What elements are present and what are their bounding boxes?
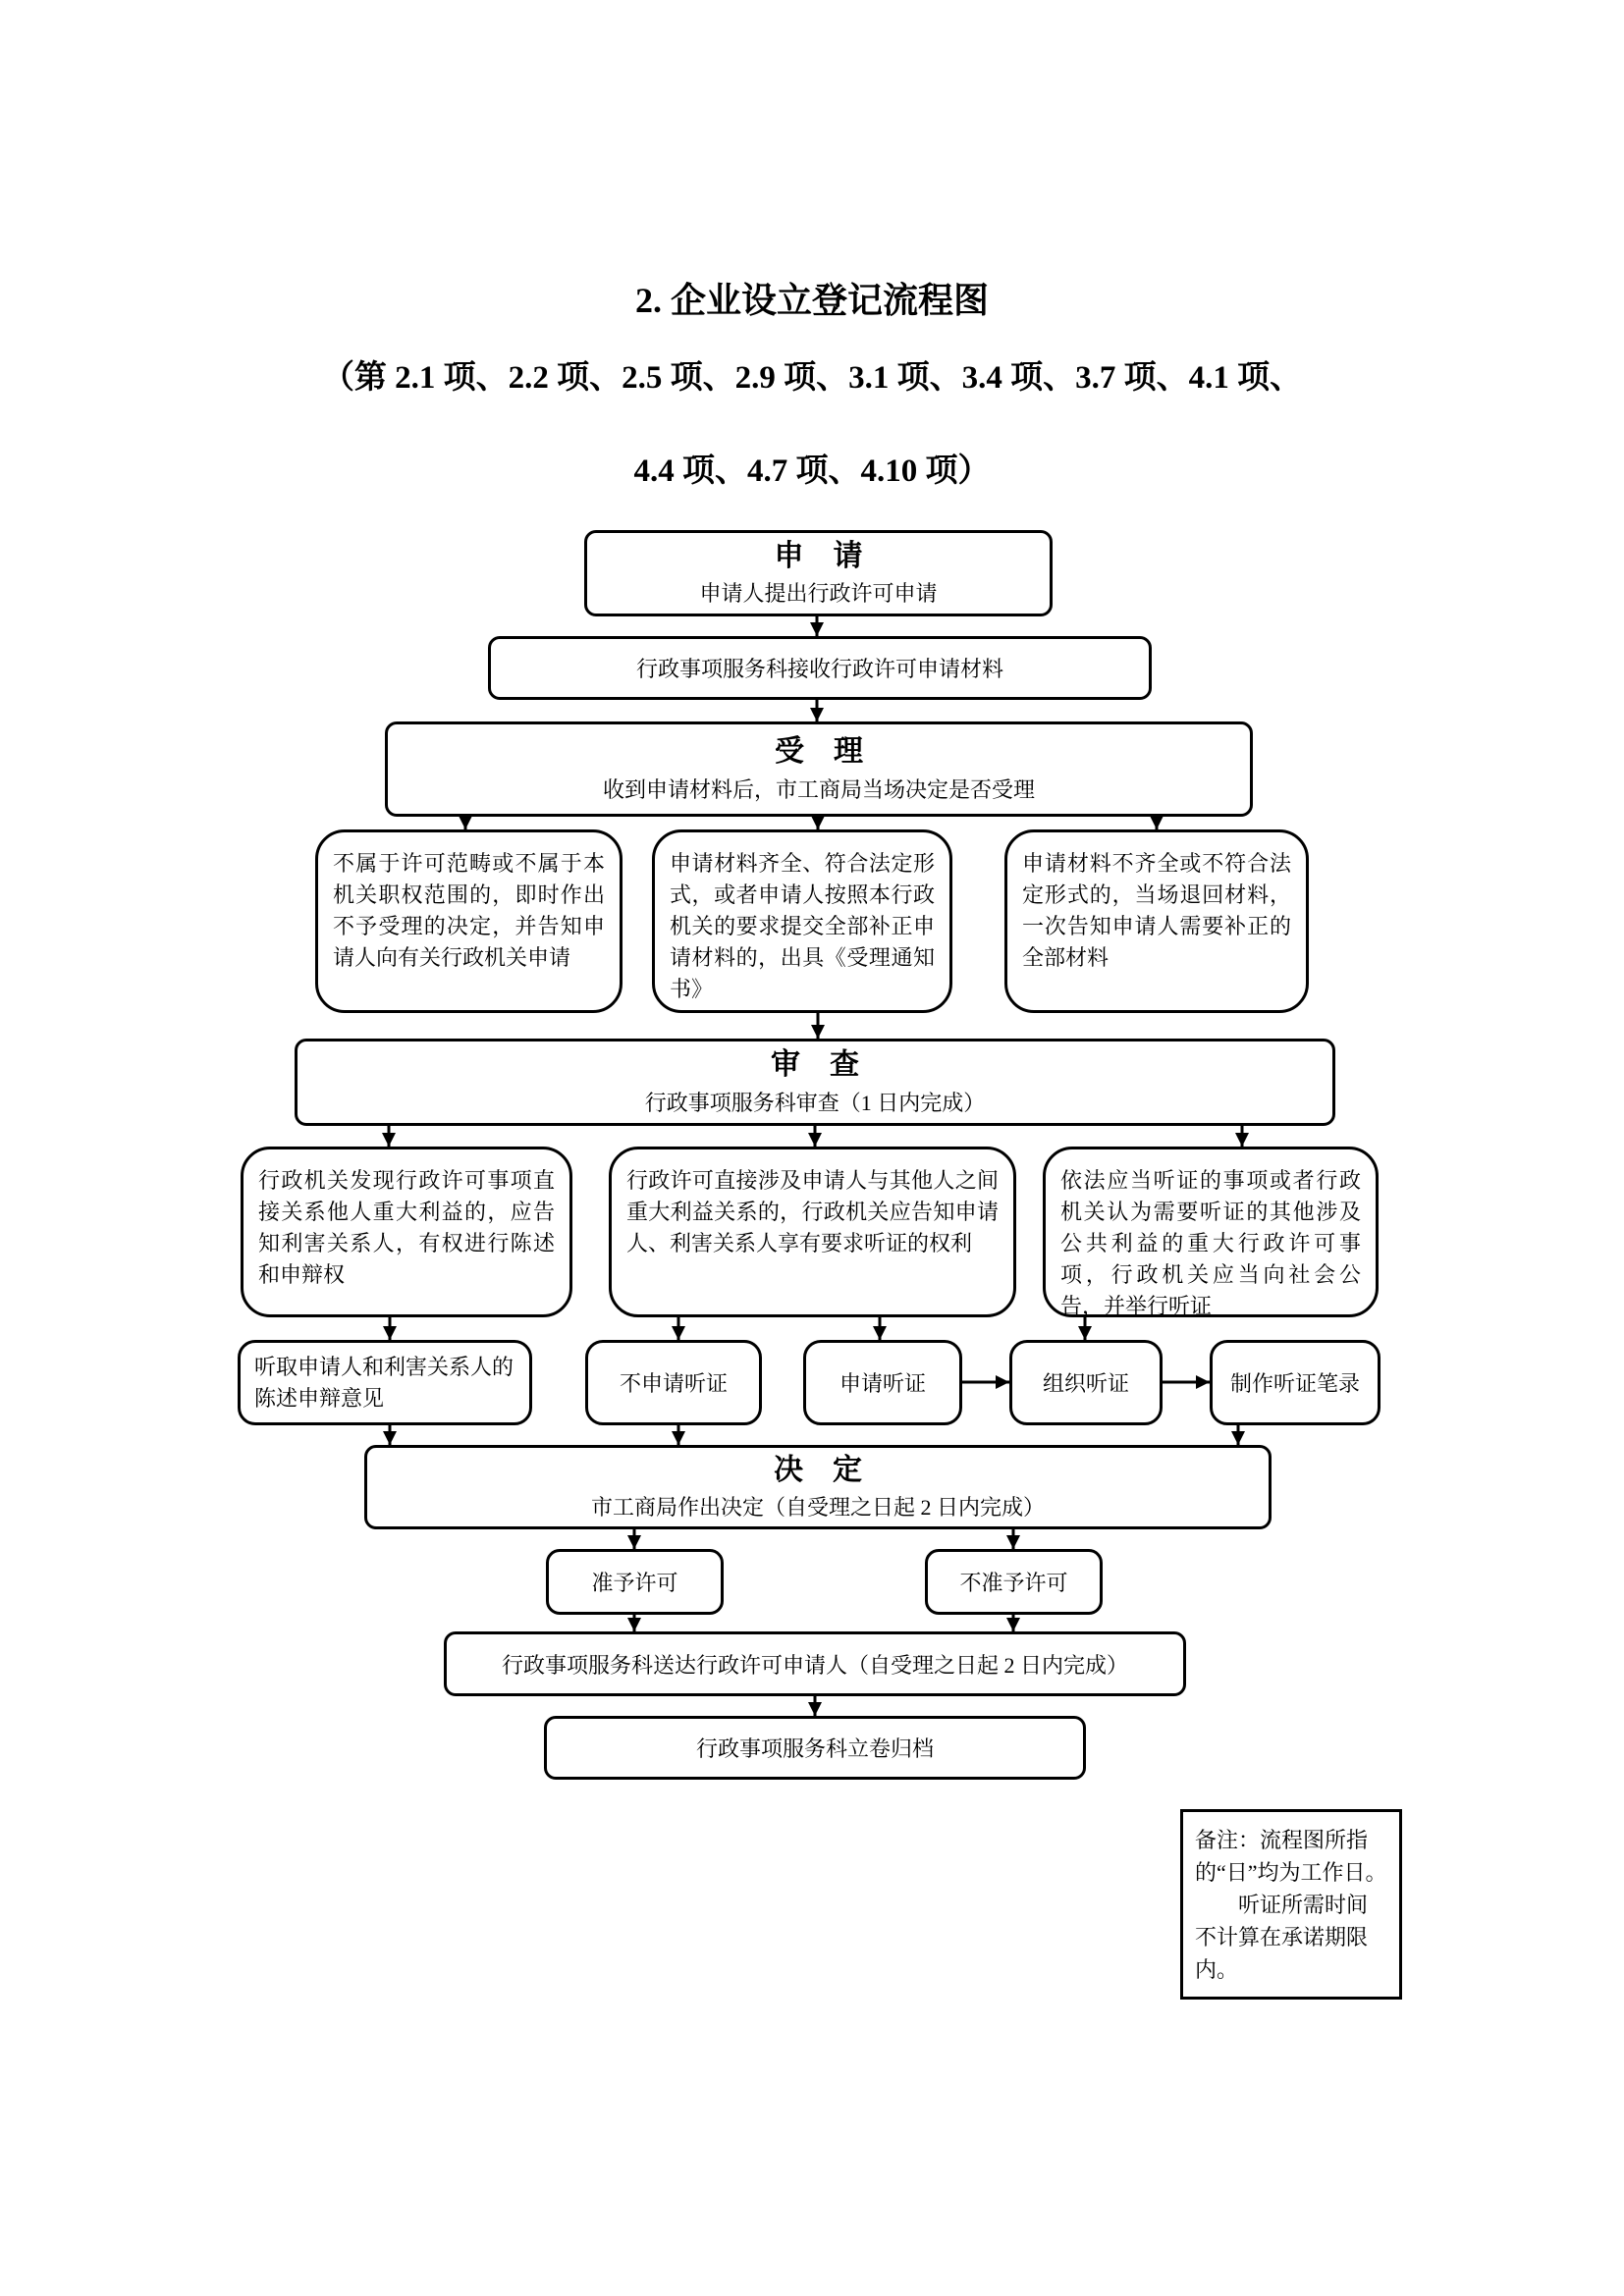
page-subtitle-line1: （第 2.1 项、2.2 项、2.5 项、2.9 项、3.1 项、3.4 项、3.7 项、4.1 项、: [321, 360, 1303, 396]
outcome-out-of-scope-box: [315, 829, 623, 1013]
review-stage-box: [295, 1039, 1335, 1126]
decision-stage-title: 决 定: [774, 1453, 862, 1486]
acceptance-stage-box: [385, 721, 1253, 817]
branch-public-interest-text: 依法应当听证的事项或者行政机关认为需要听证的其他涉及公共利益的重大行政许可事项，行政机关应当向社会公告，并举行听证: [1060, 1168, 1361, 1318]
deliver-result-box: [444, 1631, 1186, 1696]
deny-permit-box: [925, 1549, 1103, 1615]
outcome-incomplete-text: 申请材料不齐全或不符合法定形式的，当场退回材料，一次告知申请人需要补正的全部材料: [1022, 851, 1291, 970]
archive-box: [544, 1716, 1086, 1780]
outcome-out-of-scope-text: 不属于许可范畴或不属于本机关职权范围的，即时作出不予受理的决定，并告知申请人向有关行政机关申请: [333, 851, 605, 970]
branch-public-interest-box: [1043, 1147, 1379, 1317]
apply-stage-box: [584, 530, 1053, 616]
review-stage-title: 审 查: [771, 1048, 859, 1082]
branch-third-party-box: [241, 1147, 572, 1317]
acceptance-stage-title: 受 理: [775, 735, 863, 769]
no-hearing-box: [585, 1340, 762, 1425]
organize-hearing-box: [1009, 1340, 1163, 1425]
apply-stage-desc: 申请人提出行政许可申请: [699, 581, 938, 607]
apply-hearing-text: 申请听证: [839, 1371, 926, 1396]
branch-applicant-others-text: 行政许可直接涉及申请人与其他人之间重大利益关系的，行政机关应告知申请人、利害关系人享有要求听证的权利: [626, 1168, 999, 1255]
organize-hearing-text: 组织听证: [1042, 1371, 1129, 1396]
archive-label: 行政事项服务科立卷归档: [695, 1736, 934, 1761]
acceptance-stage-desc: 收到申请材料后，市工商局当场决定是否受理: [602, 776, 1035, 802]
receive-materials-box: [488, 636, 1152, 700]
grant-permit-text: 准予许可: [591, 1571, 678, 1595]
page-subtitle-line2: 4.4 项、4.7 项、4.10 项）: [633, 454, 991, 489]
remarks-note-box: [1180, 1809, 1402, 2000]
decision-stage-box: [364, 1445, 1272, 1529]
apply-stage-title: 申 请: [774, 539, 863, 572]
grant-permit-box: [546, 1549, 724, 1615]
hearing-record-box: [1210, 1340, 1380, 1425]
hearing-record-text: 制作听证笔录: [1229, 1371, 1360, 1396]
review-stage-desc: 行政事项服务科审查（1 日内完成）: [644, 1090, 986, 1115]
deliver-result-label: 行政事项服务科送达行政许可申请人（自受理之日起 2 日内完成）: [501, 1652, 1128, 1678]
branch-third-party-text: 行政机关发现行政许可事项直接关系他人重大利益的，应告知利害关系人，有权进行陈述和申辩权: [258, 1168, 555, 1287]
page-title: 2. 企业设立登记流程图: [634, 281, 989, 320]
decision-stage-desc: 市工商局作出决定（自受理之日起 2 日内完成）: [590, 1495, 1045, 1521]
listen-statements-text: 听取申请人和利害关系人的陈述申辩意见: [254, 1354, 514, 1411]
outcome-incomplete-box: [1004, 829, 1309, 1013]
listen-statements-box: [238, 1340, 532, 1425]
no-hearing-text: 不申请听证: [619, 1371, 728, 1396]
remarks-paragraph-1: 备注：流程图所指的“日”均为工作日。: [1195, 1828, 1387, 1885]
apply-hearing-box: [803, 1340, 962, 1425]
branch-applicant-others-box: [609, 1147, 1016, 1317]
remarks-paragraph-2: 听证所需时间不计算在承诺期限内。: [1195, 1893, 1369, 1982]
receive-materials-label: 行政事项服务科接收行政许可申请材料: [635, 657, 1003, 681]
outcome-complete-box: [652, 829, 952, 1013]
deny-permit-text: 不准予许可: [959, 1571, 1068, 1595]
outcome-complete-text: 申请材料齐全、符合法定形式，或者申请人按照本行政机关的要求提交全部补正申请材料的，出具《受理通知书》: [670, 851, 935, 1001]
